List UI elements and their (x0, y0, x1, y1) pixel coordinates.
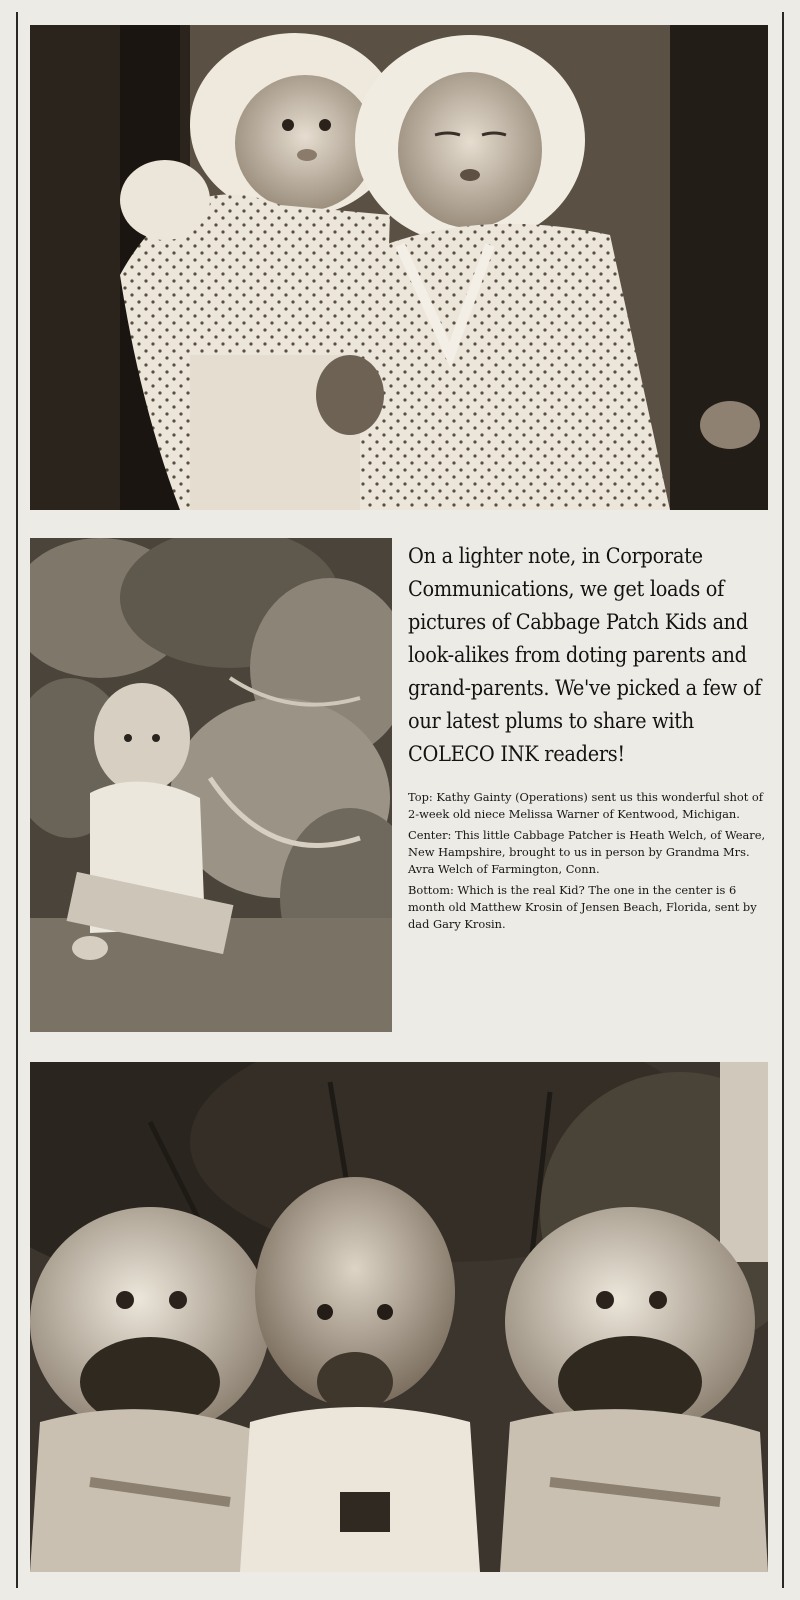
caption-center: Center: This little Cabbage Patcher is Heath Welch, of Weare, New Hampshire, brought to us in person by Grandma Mrs. Avra Welch of Farmington, Conn. (408, 828, 766, 876)
photo-baby-between-dolls (30, 1062, 768, 1572)
photo-doll-and-newborn-image (30, 25, 768, 510)
caption-top: Top: Kathy Gainty (Operations) sent us this wonderful shot of 2-week old niece Melissa Warner of Kentwood, Michigan. (408, 790, 763, 821)
article-lead: On a lighter note, in Corporate Communications, we get loads of pictures of Cabbage Patch Kids and look-alikes from doting parents and grand-parents. We've picked a few of our latest plums to share with COLECO INK readers! (408, 544, 761, 767)
photo-doll-and-newborn (30, 25, 768, 510)
photo-baby-between-dolls-image (30, 1062, 768, 1572)
photo-baby-in-cabbage-patch-image (30, 538, 392, 1032)
article-text (408, 540, 768, 937)
photo-baby-in-cabbage-patch (30, 538, 392, 1032)
caption-bottom: Bottom: Which is the real Kid? The one in the center is 6 month old Matthew Krosin of Jensen Beach, Florida, sent by dad Gary Krosin. (408, 883, 757, 931)
